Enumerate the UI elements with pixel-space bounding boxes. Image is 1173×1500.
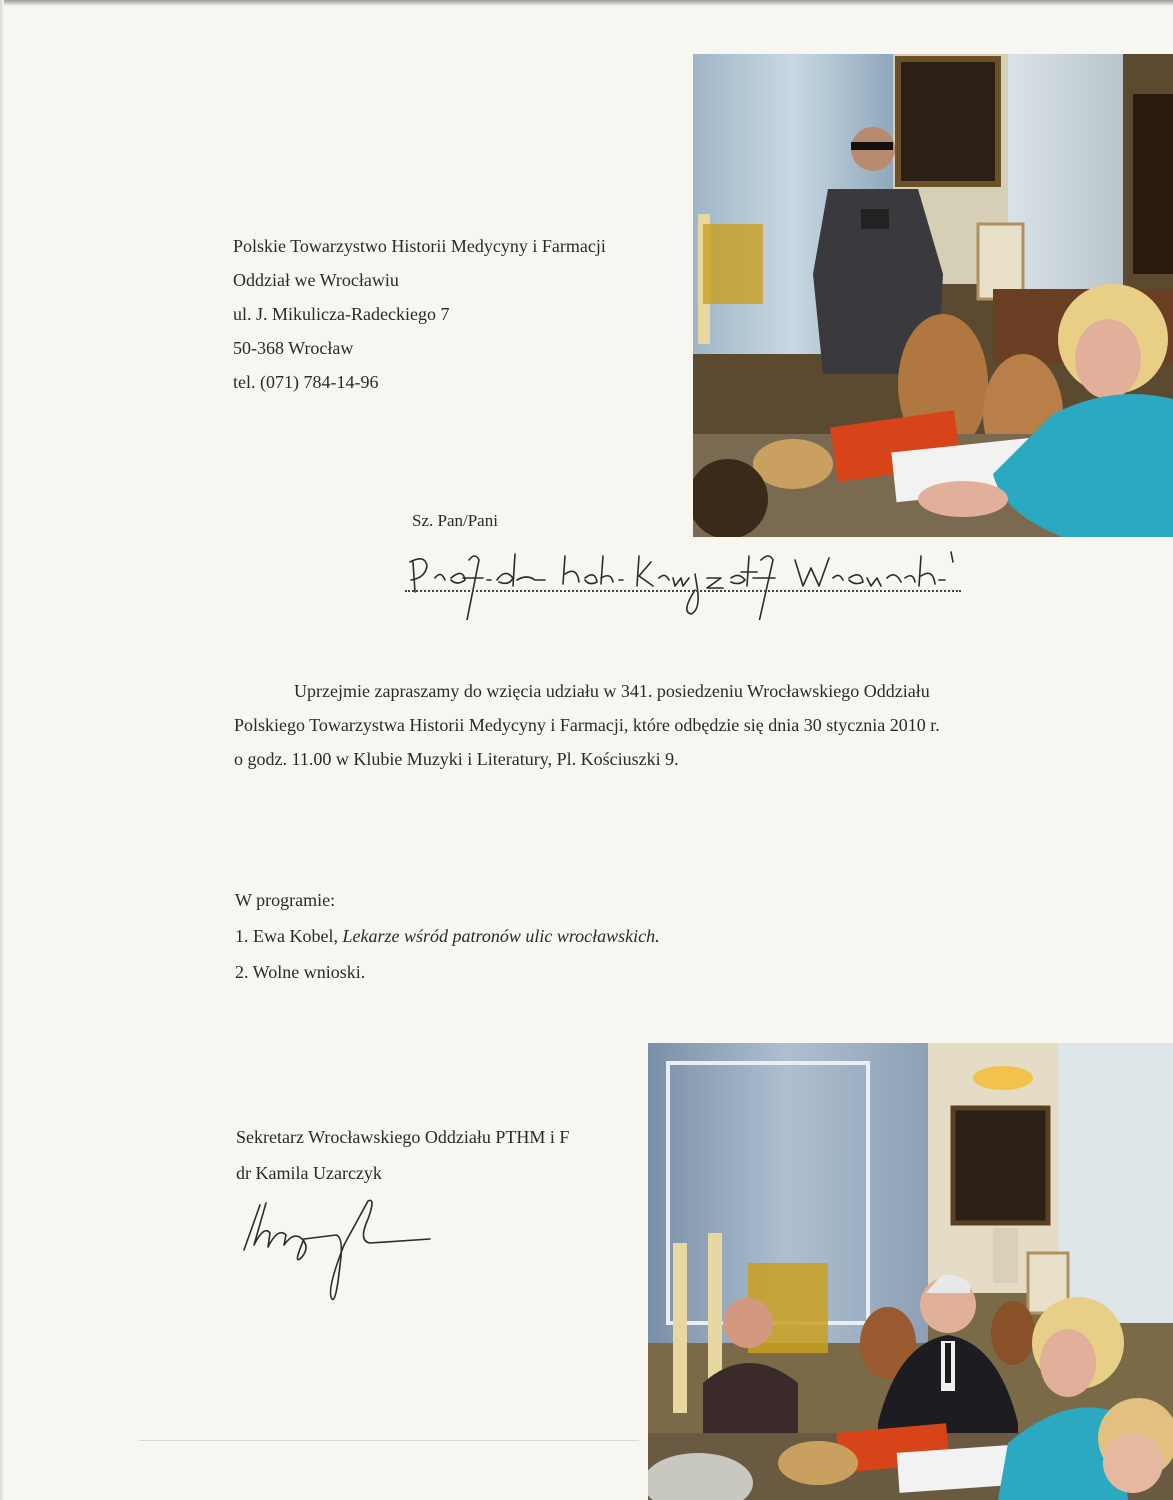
sender-phone: tel. (071) 784-14-96 bbox=[233, 372, 379, 392]
scan-rule bbox=[139, 1440, 639, 1441]
addressee-handwritten bbox=[405, 550, 961, 620]
program-item-1-title: Lekarze wśród patronów ulic wrocławskich. bbox=[342, 926, 660, 946]
scan-edge bbox=[0, 0, 1173, 6]
program-heading: W programie: bbox=[235, 890, 336, 910]
secretary-title: Sekretarz Wrocławskiego Oddziału PTHM i F bbox=[236, 1127, 570, 1147]
body-line-3: o godz. 11.00 w Klubie Muzyki i Literatury, Pl. Kościuszki 9. bbox=[234, 749, 679, 769]
meeting-photo-bottom bbox=[648, 1043, 1173, 1500]
salutation: Sz. Pan/Pani bbox=[412, 511, 498, 530]
program-item-1-speaker: 1. Ewa Kobel, bbox=[235, 926, 343, 946]
invitation-body bbox=[234, 674, 1034, 776]
sender-city: 50-368 Wrocław bbox=[233, 338, 354, 358]
body-line-2: Polskiego Towarzystwa Historii Medycyny i Farmacji, które odbędzie się dnia 30 stycznia 2010 r. bbox=[234, 715, 940, 735]
program bbox=[235, 883, 660, 991]
sender-branch: Oddział we Wrocławiu bbox=[233, 270, 399, 290]
program-item-2: 2. Wolne wnioski. bbox=[235, 962, 366, 982]
dotted-line bbox=[405, 590, 961, 592]
secretary-block bbox=[236, 1120, 569, 1192]
sender-street: ul. J. Mikulicza-Radeckiego 7 bbox=[233, 304, 450, 324]
program-item-1 bbox=[235, 919, 660, 955]
secretary-name: dr Kamila Uzarczyk bbox=[236, 1163, 382, 1183]
secretary-signature bbox=[240, 1195, 440, 1310]
sender-org: Polskie Towarzystwo Historii Medycyny i Farmacji bbox=[233, 236, 606, 256]
scan-edge-left bbox=[0, 0, 4, 1500]
signature-drawing bbox=[240, 1195, 440, 1305]
sender-address bbox=[233, 229, 606, 399]
handwritten-addressee-drawing bbox=[405, 550, 961, 620]
meeting-photo-top bbox=[693, 54, 1173, 537]
body-line-1: Uprzejmie zapraszamy do wzięcia udziału w 341. posiedzeniu Wrocławskiego Oddziału bbox=[294, 681, 930, 701]
